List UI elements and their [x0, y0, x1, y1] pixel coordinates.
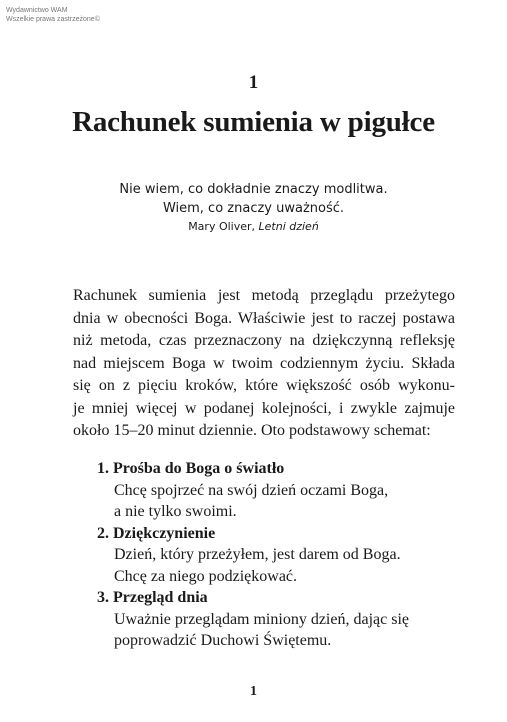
- list-item: [97, 523, 457, 588]
- steps-list: [97, 458, 457, 652]
- epigraph-work: Letni dzień: [258, 220, 319, 233]
- epigraph-line: Nie wiem, co dokładnie znaczy modlitwa.: [119, 182, 388, 197]
- step-description: a nie tylko swoimi.: [114, 503, 237, 520]
- copyright-notice: [6, 6, 100, 24]
- step-description: Dzień, który przeżyłem, jest darem od Boga.: [114, 546, 401, 563]
- chapter-number: 1: [248, 72, 259, 93]
- list-item: [97, 587, 457, 652]
- step-heading: 1. Prośba do Boga o światło: [97, 460, 285, 477]
- step-heading: 2. Dziękczynienie: [97, 524, 216, 542]
- step-description: Chcę za niego podziękować.: [114, 567, 298, 585]
- publisher-name: Wydawnictwo WAM: [6, 7, 68, 14]
- epigraph-attribution: [0, 218, 507, 235]
- body-line: około 15–20 minut dziennie. Oto podstawowy schemat:: [73, 422, 431, 439]
- step-heading: 3. Przegląd dnia: [97, 589, 208, 606]
- page-number: 1: [250, 684, 257, 699]
- body-line: się on z pięciu kroków, które większość osób wykonu-: [73, 377, 455, 394]
- epigraph-author: Mary Oliver,: [188, 220, 259, 233]
- chapter-title: Rachunek sumienia w pigułce: [72, 106, 435, 138]
- body-line: nad miejscem Boga w twoim codziennym życiu. Składa: [73, 354, 455, 372]
- epigraph: [0, 180, 507, 235]
- epigraph-line: Wiem, co znaczy uważność.: [162, 201, 345, 216]
- body-line: Rachunek sumienia jest metodą przeglądu przeżytego: [73, 287, 455, 304]
- body-line: niż metoda, czas przeznaczony na dziękczynną refleksję: [73, 332, 455, 349]
- step-description: poprowadzić Duchowi Świętemu.: [114, 632, 332, 649]
- body-line: je mniej więcej w podanej kolejności, i zwykle zajmuje: [73, 399, 455, 417]
- step-description: Uważnie przeglądam miniony dzień, dając się: [114, 610, 409, 628]
- rights-notice: Wszelkie prawa zastrzeżone©: [6, 16, 100, 23]
- body-line: dnia w obecności Boga. Właściwie jest to raczej postawa: [73, 309, 455, 327]
- step-description: Chcę spojrzeć na swój dzień oczami Boga,: [114, 481, 389, 499]
- list-item: [97, 458, 457, 523]
- body-paragraph: [73, 285, 455, 443]
